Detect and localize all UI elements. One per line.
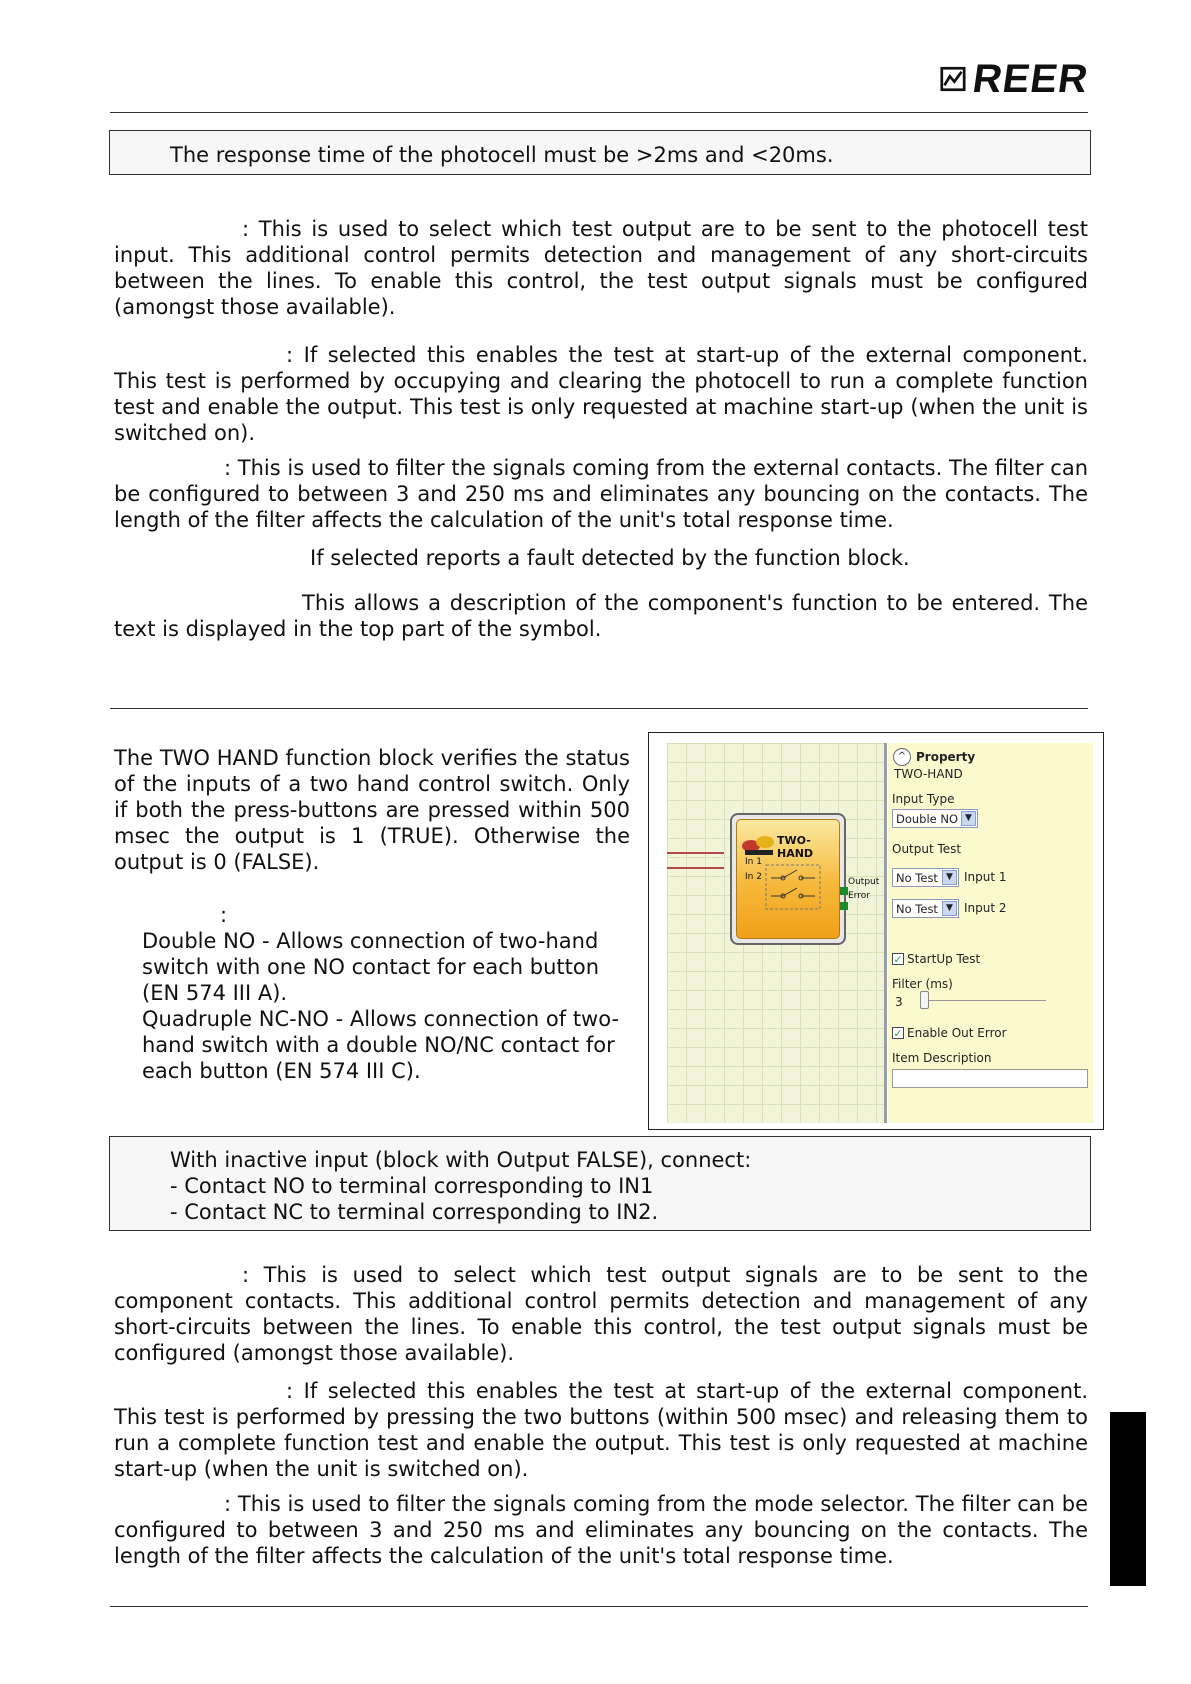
- item-description-text: This allows a description of the component's function to be entered. The text is displayed in the top part of the symbol.: [114, 591, 1088, 641]
- wiring-note-line3: - Contact NC to terminal corresponding to IN2.: [170, 1200, 659, 1224]
- two-hand-startup-test-paragraph: [114, 1378, 1088, 1482]
- filter-text: : This is used to filter the signals coming from the external contacts. The filter can be configured to between 3 and 250 ms and eliminates any bouncing on the contacts. The length of the filter affects the calculation of the unit's total response time.: [114, 456, 1088, 532]
- input1-label: Input 1: [964, 870, 1007, 884]
- chevron-down-icon: ▼: [961, 811, 976, 826]
- input-type-colon: :: [220, 903, 228, 927]
- component-name: TWO-HAND: [894, 767, 963, 781]
- error-label: Error: [848, 891, 870, 901]
- two-hand-screenshot: [648, 732, 1104, 1130]
- block-title: TWO-HAND: [777, 834, 814, 860]
- two-hand-intro-text: The TWO HAND function block verifies the status of the inputs of a two hand control switch. Only if both the press-buttons are pressed within 500 msec the output is 1 (TRUE). Otherwise the output is 0 (FALSE).: [114, 746, 630, 874]
- panel-separator: [884, 743, 887, 1123]
- in2-wire: [667, 867, 724, 869]
- filter-slider-track[interactable]: [920, 1000, 1046, 1001]
- input2-label: Input 2: [964, 901, 1007, 915]
- input-type-label: Input Type: [892, 792, 955, 806]
- enable-error-paragraph: [114, 545, 1088, 571]
- response-time-note: [109, 130, 1091, 175]
- in2-label: In 2: [745, 872, 762, 882]
- item-description-paragraph: [114, 590, 1088, 642]
- wiring-note-line1: With inactive input (block with Output FALSE), connect:: [170, 1148, 752, 1172]
- reer-logo: [940, 56, 1092, 102]
- two-hand-filter-paragraph: [114, 1491, 1088, 1569]
- error-pin[interactable]: [840, 902, 848, 910]
- two-hand-filter-text: : This is used to filter the signals coming from the mode selector. The filter can be configured to between 3 and 250 ms and eliminates any bouncing on the contacts. The length of the filter affects the calculation of the unit's total response time.: [114, 1492, 1088, 1568]
- quadruple-text: Quadruple NC-NO - Allows connection of two-hand switch with a double NO/NC contact for each button (EN 574 III C).: [142, 1007, 620, 1083]
- logo-text: REER: [969, 56, 1092, 101]
- filter-label: Filter (ms): [892, 977, 953, 991]
- switch-icon: [765, 864, 821, 910]
- output-test-text: : This is used to select which test output are to be sent to the photocell test input. This additional control permits detection and management of any short-circuits between the lines. To enable this control, the test output signals must be configured (amongst those available).: [114, 217, 1088, 319]
- quadruple-item: [142, 1006, 632, 1084]
- test1-value: No Test: [896, 871, 938, 885]
- two-hand-startup-test-text: : If selected this enables the test at start-up of the external component. This test is performed by pressing the two buttons (within 500 msec) and releasing them to run a complete function test and enable the output. This test is only requested at machine start-up (when the unit is switched on).: [114, 1379, 1088, 1481]
- in1-wire: [667, 852, 724, 854]
- startup-test-text: : If selected this enables the test at start-up of the external component. This test is performed by occupying and clearing the photocell to run a complete function test and enable the output. This test is only requested at machine start-up (when the unit is switched on).: [114, 343, 1088, 445]
- canvas-grid: [667, 743, 887, 1123]
- footer-rule: [110, 1606, 1088, 1607]
- collapse-icon[interactable]: ^: [893, 748, 911, 766]
- input-type-value: Double NO: [896, 812, 959, 826]
- input-type-heading: [220, 902, 227, 928]
- chevron-down-icon: ▼: [942, 901, 957, 916]
- startup-test-checkbox[interactable]: ✓: [893, 953, 903, 966]
- item-description-input[interactable]: [892, 1069, 1088, 1088]
- two-hand-output-test-paragraph: [114, 1262, 1088, 1366]
- output-test-label: Output Test: [892, 842, 962, 856]
- double-no-text: Double NO - Allows connection of two-hand switch with one NO contact for each button (EN 574 III A).: [142, 929, 600, 1005]
- block-body: [736, 819, 840, 939]
- filter-slider-thumb[interactable]: [920, 991, 929, 1009]
- test1-select[interactable]: [892, 868, 959, 887]
- two-hand-block[interactable]: [730, 813, 846, 945]
- enable-out-error-checkbox[interactable]: ✓: [893, 1027, 903, 1040]
- test2-select[interactable]: [892, 899, 959, 918]
- filter-paragraph: [114, 455, 1088, 533]
- property-panel: [888, 743, 1094, 1123]
- enable-out-error-label: Enable Out Error: [907, 1026, 1007, 1040]
- header-rule: [110, 112, 1088, 113]
- section-rule: [110, 708, 1088, 709]
- item-description-label: Item Description: [892, 1051, 992, 1065]
- property-title: Property: [916, 750, 976, 764]
- in1-label: In 1: [745, 857, 762, 867]
- double-no-item: [142, 928, 632, 1006]
- two-hand-icon: [741, 830, 777, 856]
- section-thumb-tab: [1110, 1412, 1146, 1586]
- wiring-note-line2: - Contact NO to terminal corresponding to IN1: [170, 1174, 654, 1198]
- input-type-select[interactable]: [892, 809, 978, 828]
- filter-value: 3: [895, 995, 903, 1009]
- chevron-down-icon: ▼: [942, 870, 957, 885]
- two-hand-intro: [114, 745, 630, 875]
- test2-value: No Test: [896, 902, 938, 916]
- two-hand-output-test-text: : This is used to select which test output signals are to be sent to the component contacts. This additional control permits detection and management of any short-circuits between the lines. To enable this control, the test output signals must be configured (amongst those available).: [114, 1263, 1088, 1365]
- wiring-note: [109, 1136, 1091, 1231]
- logo-mark-icon: [940, 64, 967, 94]
- output-label: Output: [848, 877, 880, 887]
- startup-test-paragraph: [114, 342, 1088, 446]
- note-text: The response time of the photocell must be >2ms and <20ms.: [170, 143, 834, 167]
- startup-test-label: StartUp Test: [907, 952, 981, 966]
- enable-error-text: If selected reports a fault detected by the function block.: [310, 546, 910, 570]
- output-pin[interactable]: [840, 887, 848, 895]
- output-test-paragraph: [114, 216, 1088, 320]
